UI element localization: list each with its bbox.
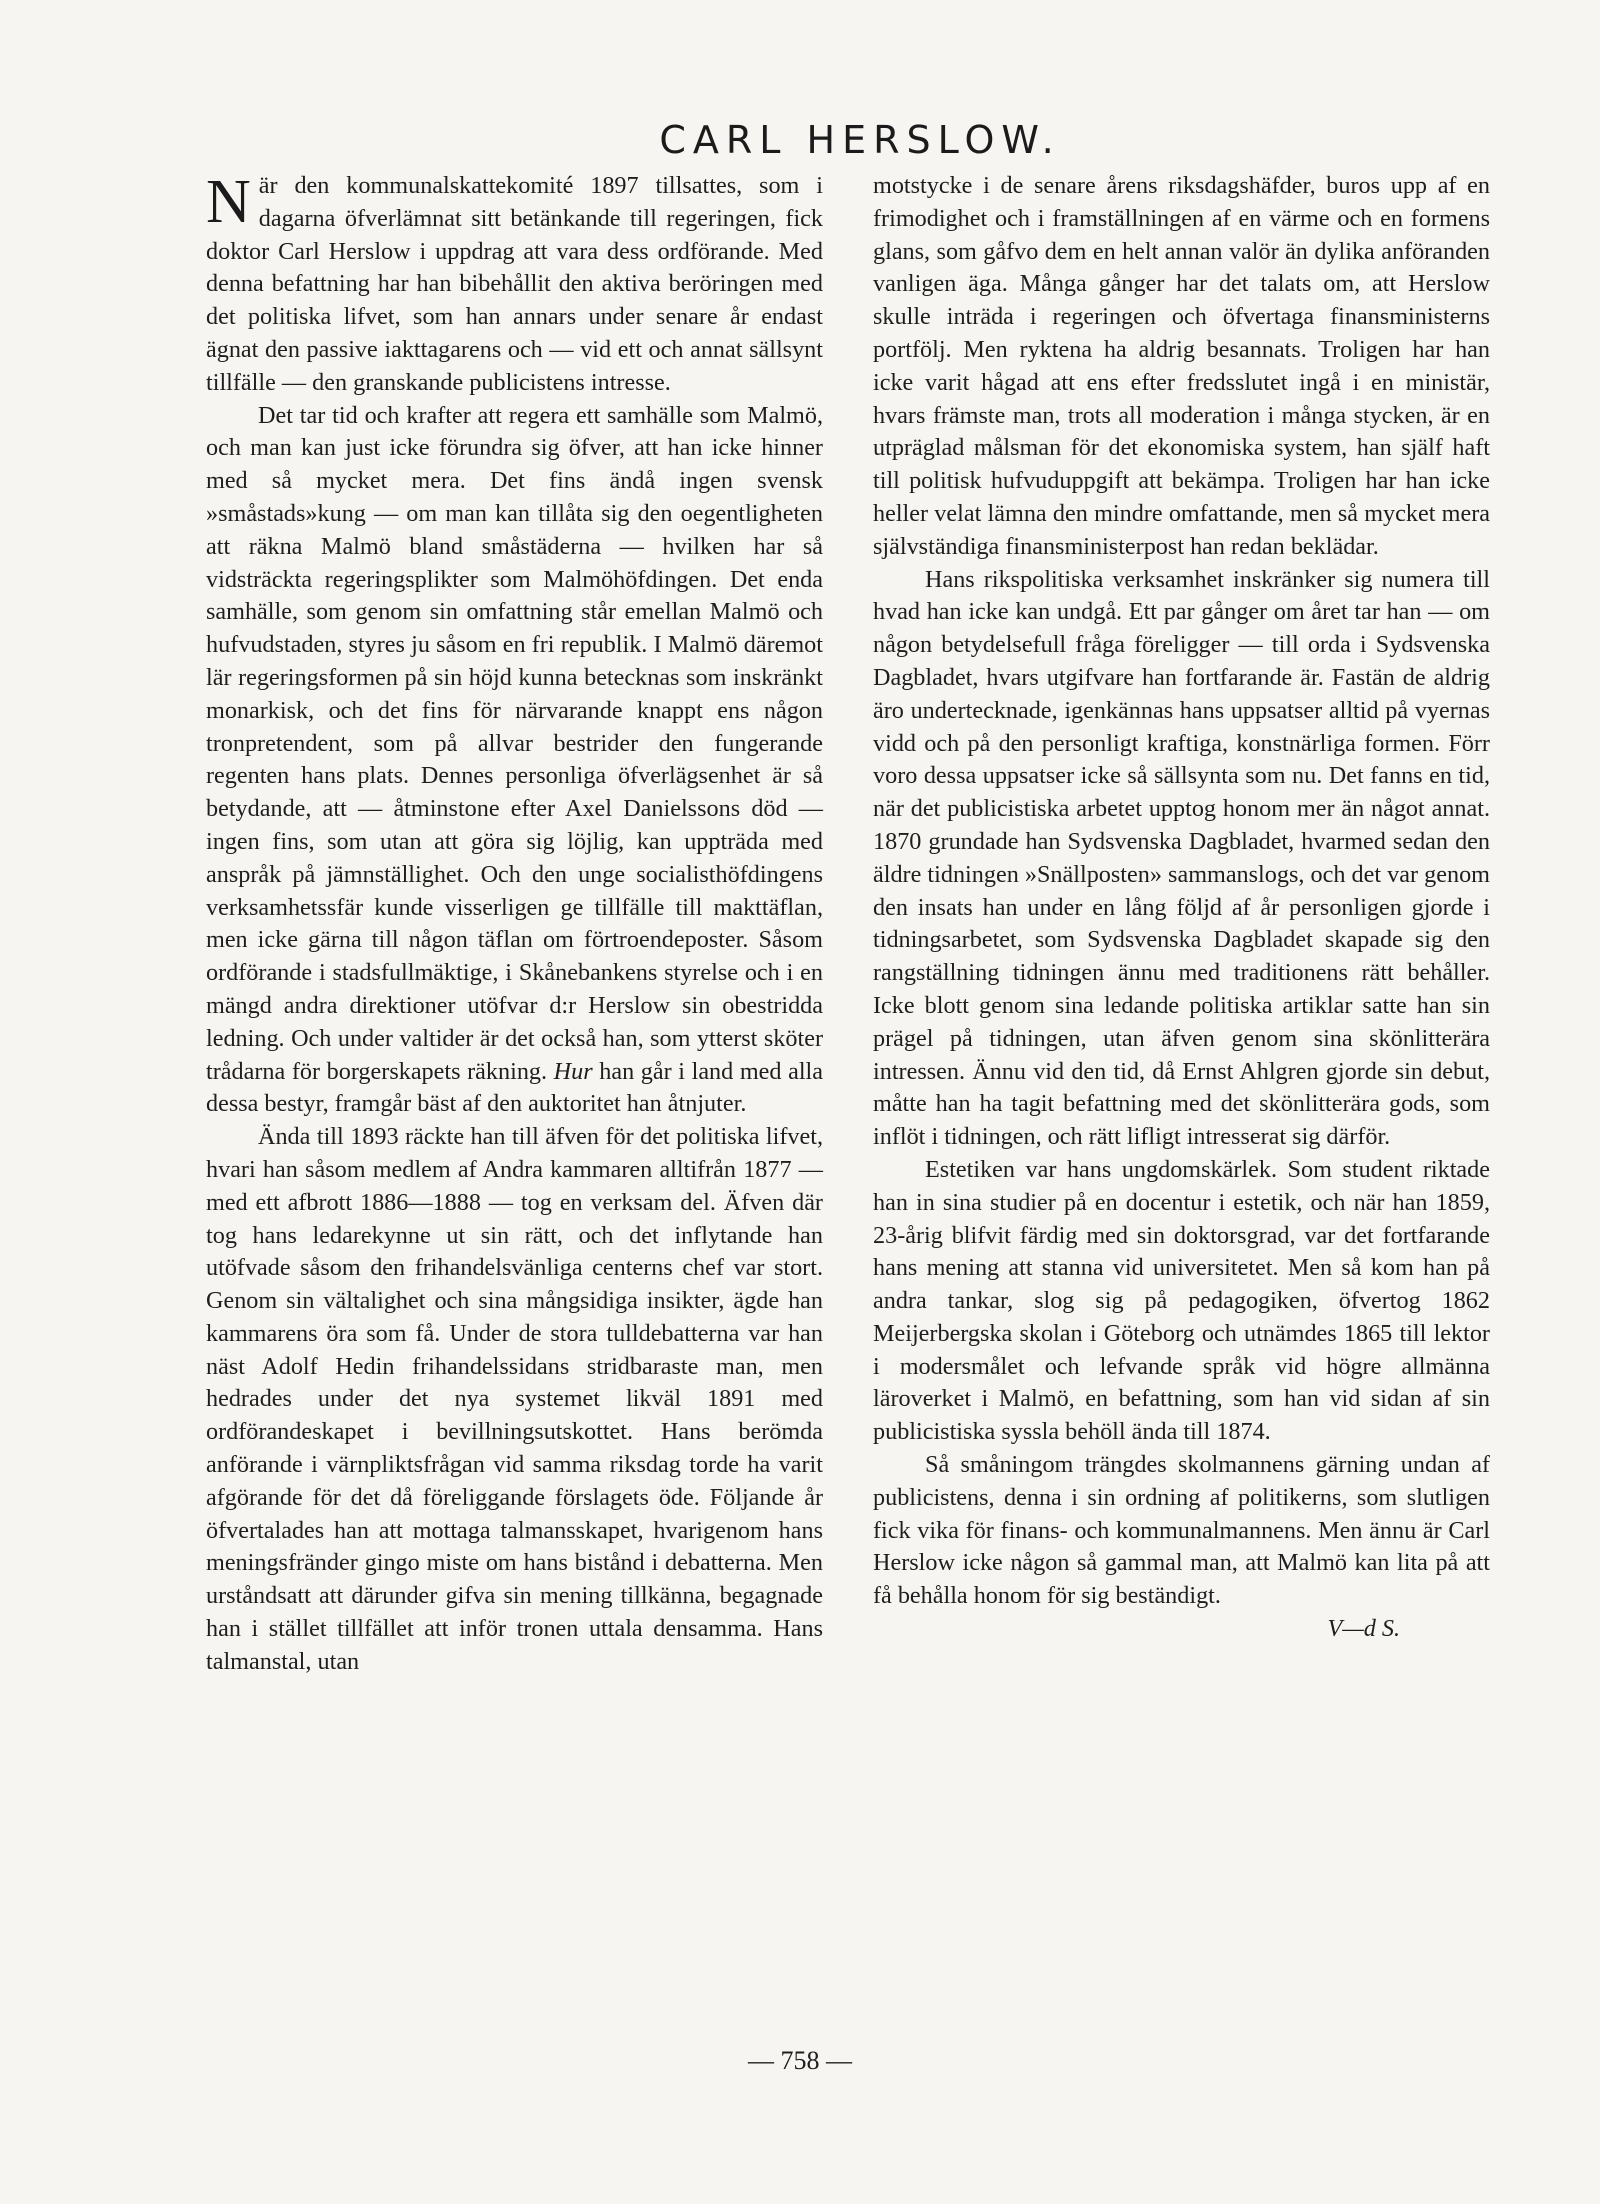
paragraph: Estetiken var hans ungdomskärlek. Som student riktade han in sina studier på en docentur i estetik, och när han 1859, 23-årig blifvit färdig med sin doktorsgrad, var det fortfarande hans mening att stanna vid universitetet. Men så kom han på andra tankar, slog sig på pedagogiken, öfvertog 1862 Meijerbergska skolan i Göteborg och utnämdes 1865 till lektor i modersmålet och lefvande språk vid högre allmänna läroverket i Malmö, en befattning, som han vid sidan af sin publicistiska syssla behöll ända till 1874. bbox=[873, 1155, 1490, 1446]
author-signature: V—d S. bbox=[1327, 1615, 1400, 1643]
left-column bbox=[206, 170, 823, 1679]
paragraph-text: Det tar tid och krafter att regera ett samhälle som Malmö, och man kan just icke förundra sig öfver, att han icke hinner med så mycket mera. Det fins ändå ingen svensk »småstads»kung — om man kan tillåta sig den oegentligheten att räkna Malmö bland småstäderna — hvilken har så vidsträckta regeringsplikter som Malmöhöfdingen. Det enda samhälle, som genom sin omfattning står emellan Malmö och hufvudstaden, styres ju såsom en fri republik. I Malmö däremot lär regeringsformen på sin höjd kunna betecknas som inskränkt monarkisk, och det fins för närvarande knappt ens någon tronpretendent, som på allvar bestrider den fungerande regenten hans plats. Dennes personliga öfverlägsenhet är så betydande, att — åtminstone efter Axel Danielssons död — ingen fins, som utan att göra sig löjlig, kan uppträda med anspråk på jämnställighet. Och den unge socialisthöfdingens verksamhetssfär kunde visserligen ge tillfälle till makttäflan, men icke gärna till någon täflan om förtroendeposter. Såsom ordförande i stadsfullmäktige, i Skånebankens styrelse och i en mängd andra direktioner utöfvar d:r Herslow sin obestridda ledning. Och under valtider är det också han, som ytterst sköter trådarna för borgerskapets räkning. bbox=[206, 401, 823, 1085]
article-title: CARL HERSLOW. bbox=[659, 118, 1061, 162]
page-number: — 758 — bbox=[748, 2046, 852, 2075]
paragraph-text: han går i land med alla dessa bestyr, framgår bäst af den auktoritet han åtnjuter. bbox=[206, 1057, 823, 1118]
paragraph bbox=[206, 400, 823, 1122]
right-column bbox=[873, 170, 1490, 1646]
paragraph: Så småningom trängdes skolmannens gärning undan af publicistens, denna i sin ordning af politikerns, som slutligen fick vika för finans- och kommunalmannens. Men ännu är Carl Herslow icke någon så gammal man, att Malmö kan lita på att få behålla honom för sig beständigt. bbox=[873, 1451, 1490, 1610]
italic-word: Hur bbox=[553, 1057, 593, 1085]
paragraph bbox=[206, 170, 823, 400]
paragraph: Hans rikspolitiska verksamhet inskränker sig numera till hvad han icke kan undgå. Ett par gånger om året tar han — om någon betydelsefull fråga föreligger — till orda i Sydsvenska Dagbladet, hvars utgifvare han fortfarande är. Fastän de aldrig äro undertecknade, igenkännas hans uppsatser alltid på vyernas vidd och på den personligt kraftiga, konstnärliga formen. Förr voro dessa uppsatser icke så sällsynta som nu. Det fanns en tid, när det publicistiska arbetet upptog honom mer än något annat. 1870 grundade han Sydsvenska Dagbladet, hvarmed sedan den äldre tidningen »Snällposten» sammanslogs, och det var genom den insats han under en lång följd af år personligen gjorde i tidningsarbetet, som Sydsvenska Dagbladet skapade sig den rangställning tidningen ännu med traditionens rätt behåller. Icke blott genom sina ledande politiska artiklar satte han sin prägel på tidningen, utan äfven genom sina skönlitterära intressen. Ännu vid den tid, då Ernst Ahlgren gjorde sin debut, måtte han ha tagit befattning med det skönlitterära gods, som inflöt i tidningen, och rätt lifligt intresserat sig därför. bbox=[873, 565, 1490, 1151]
drop-cap: N bbox=[206, 168, 251, 236]
paragraph: motstycke i de senare årens riksdagshäfder, buros upp af en frimodighet och i framställningen af en värme och en formens glans, som gåfvo dem en helt annan valör än dylika anföranden vanligen äga. Många gånger har det talats om, att Herslow skulle inträda i regeringen och öfvertaga finansministerns portfölj. Men ryktena ha aldrig besannats. Troligen har han icke varit hågad att ens efter fredsslutet ingå i en ministär, hvars främste man, trots all moderation i många stycken, är en utpräglad målsman för det ekonomiska system, han själf haft till politisk hufvuduppgift att bekämpa. Troligen har han icke heller velat lämna den mindre omfattande, men så mycket mera självständiga finansministerpost han redan beklädar. bbox=[873, 172, 1490, 560]
paragraph bbox=[206, 1121, 823, 1679]
paragraph-text: är den kommunalskattekomité 1897 tillsattes, som i dagarna öfverlämnat sitt betänkande till regeringen, fick doktor Carl Herslow i uppdrag att vara dess ordförande. Med denna befattning har han bibehållit den aktiva beröringen med det politiska lifvet, som han annars under senare år endast ägnat den passive iakttagarens och — vid ett och annat sällsynt tillfälle — den granskande publicistens intresse. bbox=[206, 172, 823, 396]
paragraph-text: Ända till 1893 räckte han till äfven för det politiska lifvet, hvari han såsom medlem af Andra kammaren alltifrån 1877 — med ett afbrott 1886—1888 — tog en verksam del. Äfven där tog hans ledarekynne ut sin rätt, och det inflytande han utöfvade såsom den frihandelsvänliga centerns chef var stort. Genom sin vältalighet och sina mångsidiga insikter, ägde han kammarens öra som få. Under de stora tulldebatterna var han näst Adolf Hedin frihandelssidans stridbaraste man, men hedrades under det nya systemet likväl 1891 med ordförandeskapet i bevillningsutskottet. Hans berömda anförande i värnpliktsfrågan vid samma riksdag torde ha varit afgörande för det då föreliggande förslagets öde. Följande år öfvertalades han att mottaga talmansskapet, hvarigenom hans meningsfränder gingo miste om hans bistånd i debatterna. Men urståndsatt att därunder gifva sin mening tillkänna, begagnade han i stället tillfället att inför tronen uttala densamma. Hans talmanstal, utan bbox=[206, 1123, 823, 1675]
